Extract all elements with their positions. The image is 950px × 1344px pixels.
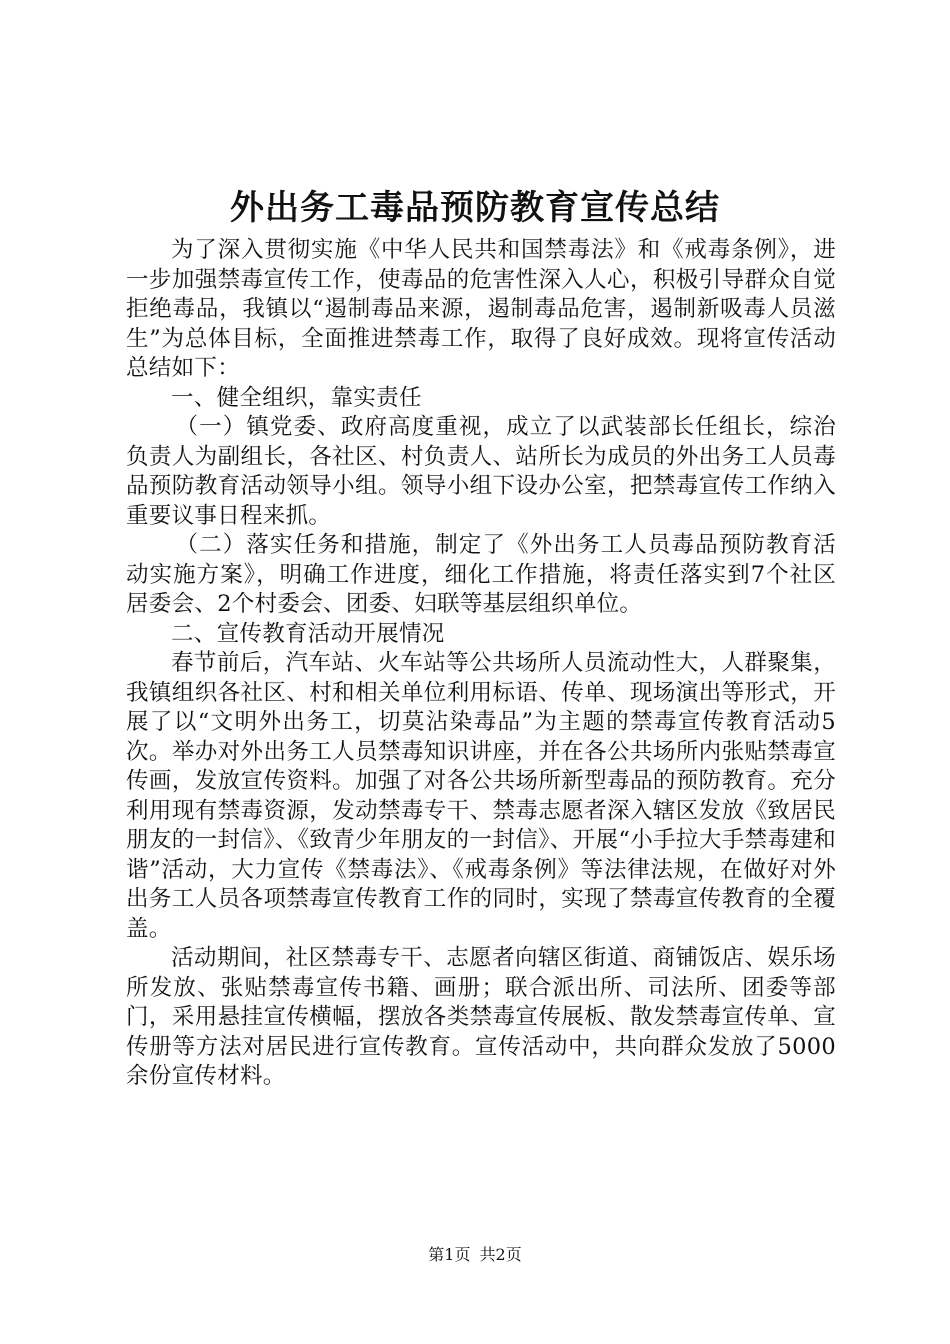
subsection-paragraph-1: （一）镇党委、政府高度重视，成立了以武装部长任组长，综治负责人为副组长，各社区、村负责人、站所长为成员的外出务工人员毒品预防教育活动领导小组。领导小组下设办公室，把禁毒宣传工作纳入重要议事日程来抓。 — [126, 414, 836, 529]
intro-paragraph: 为了深入贯彻实施《中华人民共和国禁毒法》和《戒毒条例》，进一步加强禁毒宣传工作，使毒品的危害性深入人心，积极引导群众自觉拒绝毒品，我镇以“遏制毒品来源，遏制毒品危害，遏制新吸毒人员滋生”为总体目标，全面推进禁毒工作，取得了良好成效。现将宣传活动总结如下： — [126, 237, 836, 381]
section-heading-1: 一、健全组织，靠实责任 — [171, 384, 422, 411]
page-number: 第1页 — [428, 1245, 471, 1264]
body-paragraph-2: 活动期间，社区禁毒专干、志愿者向辖区街道、商铺饭店、娱乐场所发放、张贴禁毒宣传书籍、画册；联合派出所、司法所、团委等部门，采用悬挂宣传横幅，摆放各类禁毒宣传展板、散发禁毒宣传单、宣传册等方法对居民进行宣传教育。宣传活动中，共向群众发放了5000余份宣传材料。 — [126, 945, 836, 1089]
body-paragraph-1: 春节前后，汽车站、火车站等公共场所人员流动性大，人群聚集，我镇组织各社区、村和相关单位利用标语、传单、现场演出等形式，开展了以“文明外出务工，切莫沾染毒品”为主题的禁毒宣传教育活动5次。举办对外出务工人员禁毒知识讲座，并在各公共场所内张贴禁毒宣传画，发放宣传资料。加强了对各公共场所新型毒品的预防教育。充分利用现有禁毒资源，发动禁毒专干、禁毒志愿者深入辖区发放《致居民朋友的一封信》、《致青少年朋友的一封信》、开展“小手拉大手禁毒建和谐”活动，大力宣传《禁毒法》、《戒毒条例》等法律法规，在做好对外出务工人员各项禁毒宣传教育工作的同时，实现了禁毒宣传教育的全覆盖。 — [126, 650, 836, 942]
document-title: 外出务工毒品预防教育宣传总结 — [230, 188, 720, 228]
page-footer — [0, 1244, 950, 1266]
page-total: 共2页 — [479, 1245, 522, 1264]
document-body — [126, 236, 836, 1092]
subsection-paragraph-2: （二）落实任务和措施，制定了《外出务工人员毒品预防教育活动实施方案》，明确工作进度，细化工作措施，将责任落实到7个社区居委会、2个村委会、团委、妇联等基层组织单位。 — [126, 532, 836, 617]
section-heading-2: 二、宣传教育活动开展情况 — [171, 620, 445, 647]
